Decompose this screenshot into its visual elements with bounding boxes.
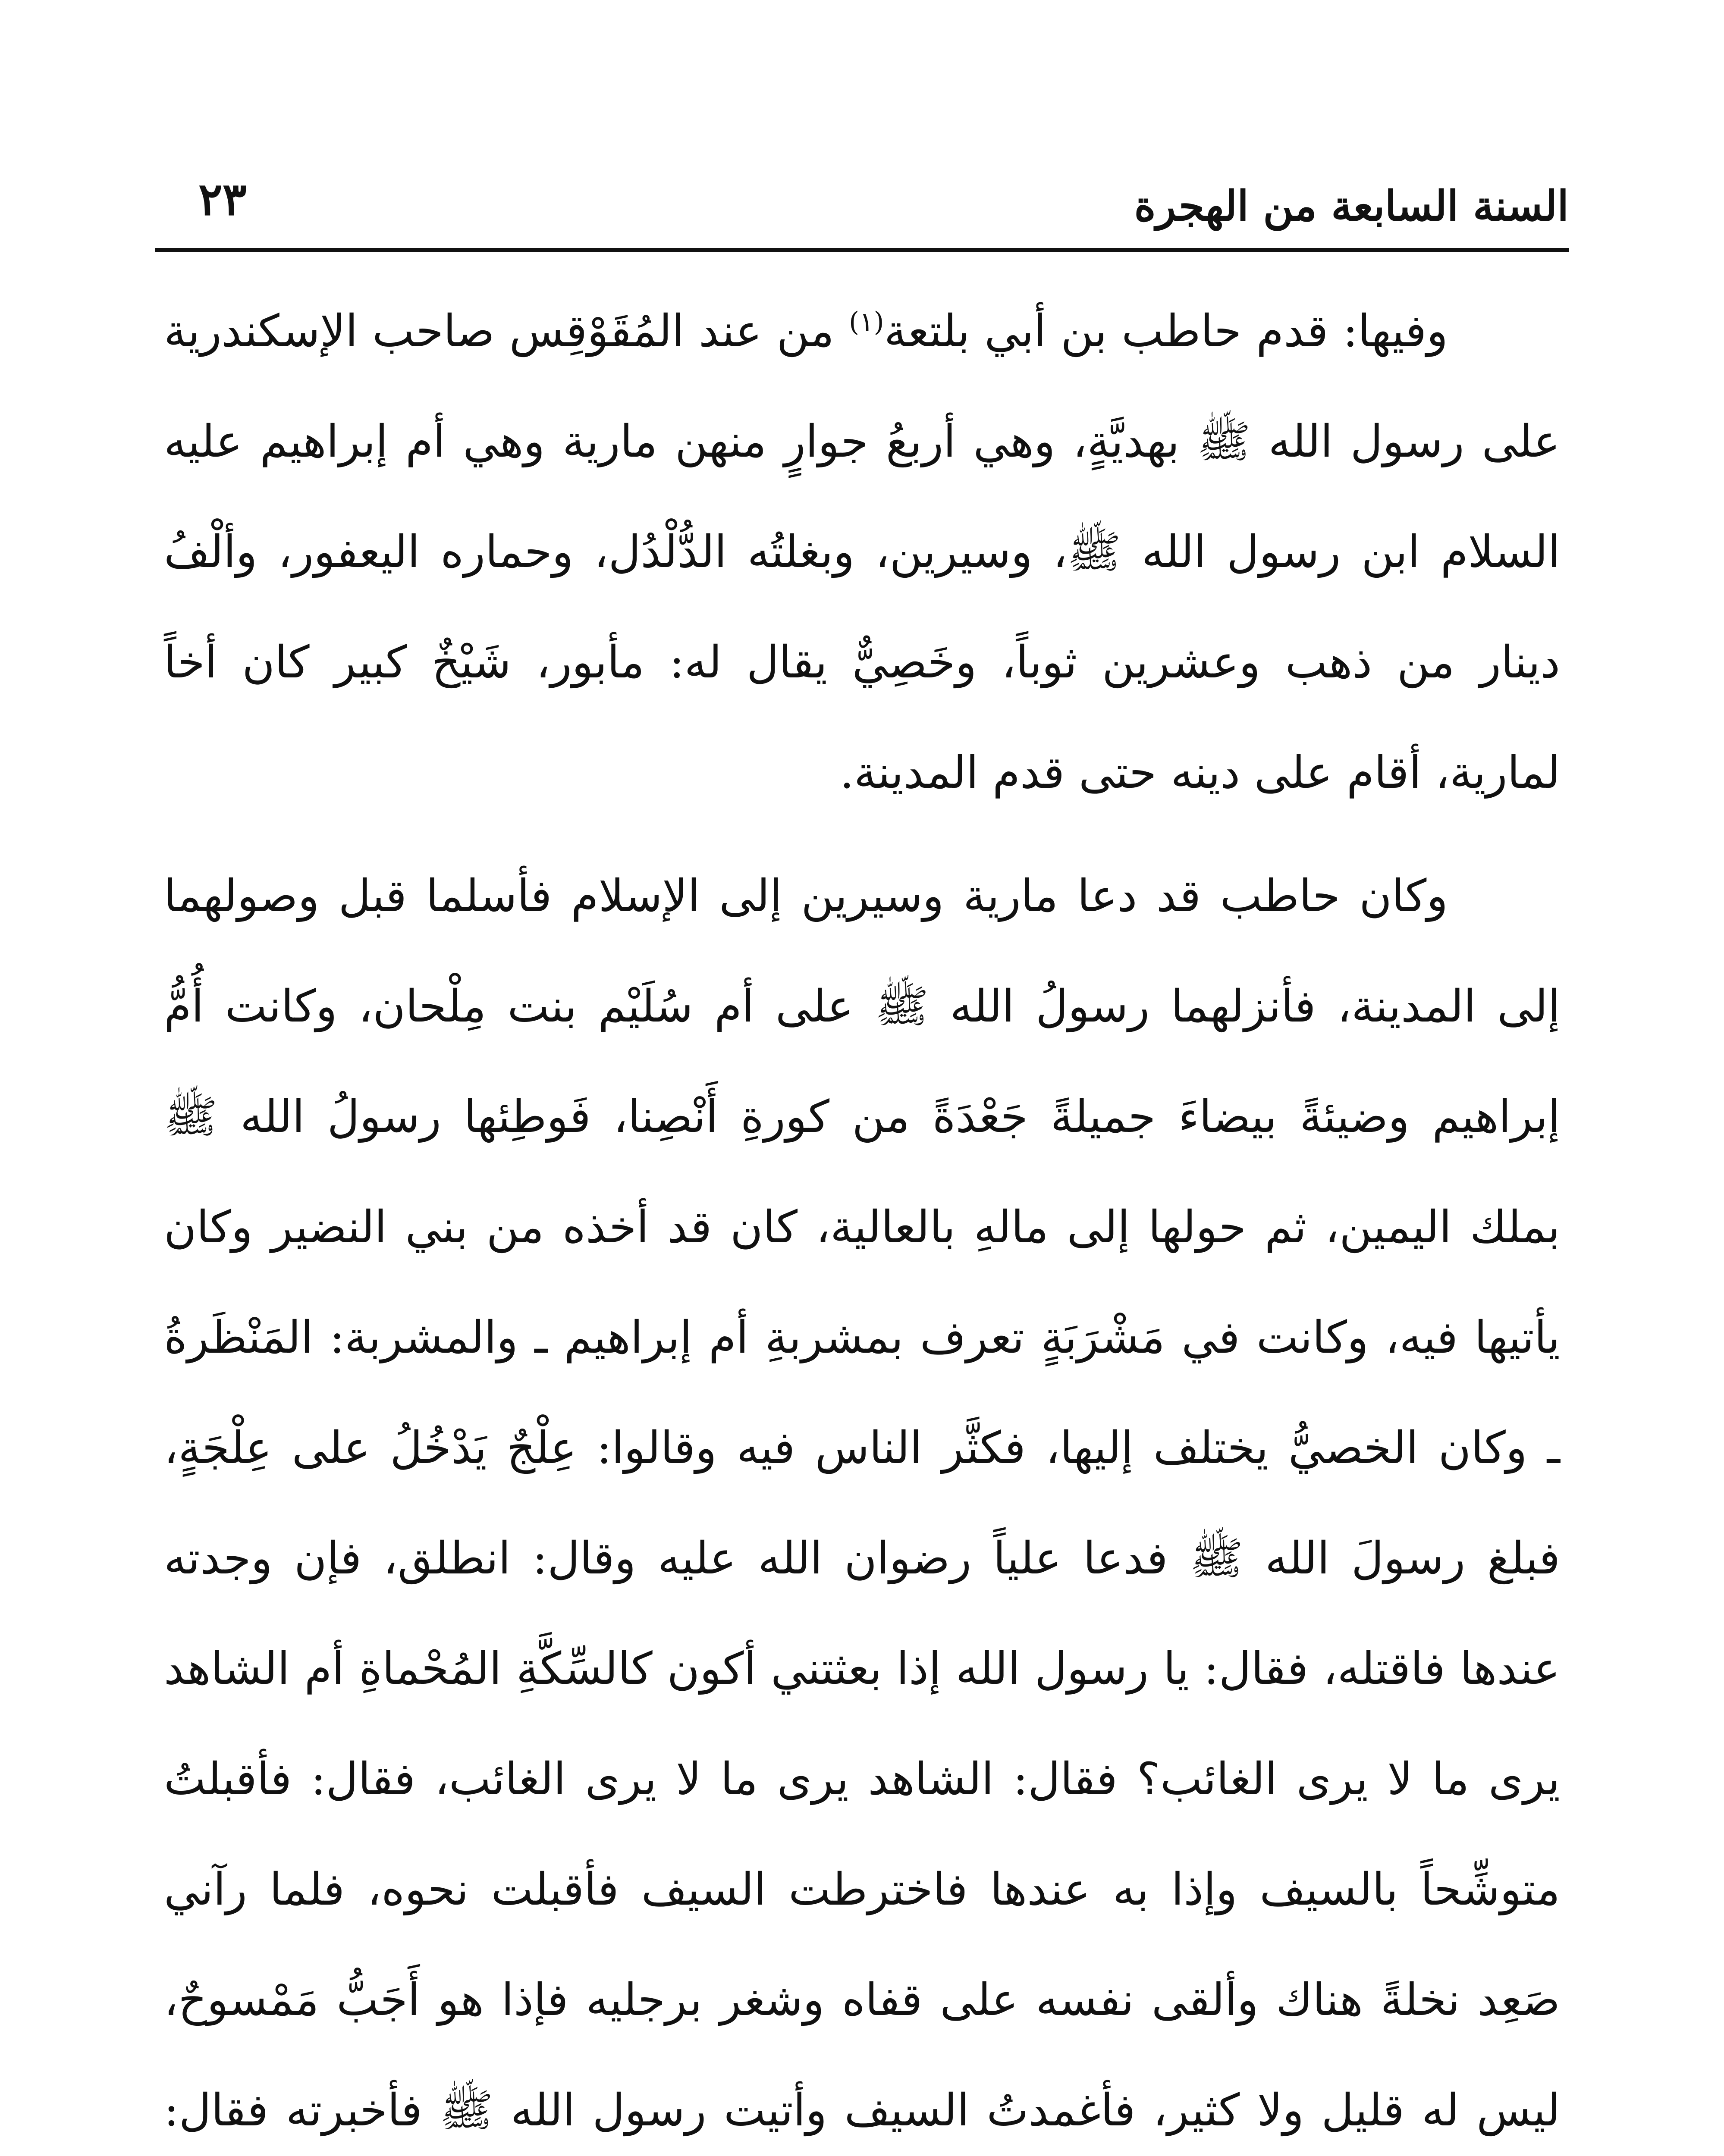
page-number: ٢٣ <box>198 172 247 226</box>
footnote-ref-1[interactable]: (١) <box>849 306 884 338</box>
paragraph-1-rest: من عند المُقَوْقِس صاحب الإسكندرية على رسول الله ﷺ بهديَّةٍ، وهي أربعُ جوارٍ منهن مارية وهي أم إبراهيم عليه السلام ابن رسول الله ﷺ، وسيرين، وبغلتُه الدُّلْدُل، وحماره اليعفور، وألْفُ دينار من ذهب وعشرين ثوباً، وخَصِيٌّ يقال له: مأبور، شَيْخٌ كبير كان أخاً لمارية، أقام على دينه حتى قدم المدينة. <box>164 305 1560 799</box>
running-header <box>155 164 1569 250</box>
paragraph-1-start: وفيها: قدم حاطب بن أبي بلتعة <box>884 305 1448 357</box>
paragraph-1 <box>164 276 1560 828</box>
paragraph-2 <box>164 841 1560 2156</box>
main-text <box>164 276 1560 2156</box>
header-divider <box>155 248 1569 252</box>
chapter-title: السنة السابعة من الهجرة <box>1134 182 1569 230</box>
paragraph-2-text: وكان حاطب قد دعا مارية وسيرين إلى الإسلام فأسلما قبل وصولهما إلى المدينة، فأنزلهما رسولُ الله ﷺ على أم سُلَيْم بنت مِلْحان، وكانت أُمُّ إبراهيم وضيئةً بيضاءَ جميلةً جَعْدَةً من كورةِ أَنْصِنا، فَوطِئها رسولُ الله ﷺ بملك اليمين، ثم حولها إلى مالهِ بالعالية، كان قد أخذه من بني النضير وكان يأتيها فيه، وكانت في مَشْرَبَةٍ تعرف بمشربةِ أم إبراهيم ـ والمشربة: المَنْظَرةُ ـ وكان الخصيُّ يختلف إليها، فكثَّر الناس فيه وقالوا: عِلْجٌ يَدْخُلُ على عِلْجَةٍ، فبلغ رسولَ الله ﷺ فدعا علياً رضوان الله عليه وقال: انطلق، فإن وجدته عندها فاقتله، فقال: يا رسول الله إذا بعثتني أكون كالسِّكَّةِ المُحْماةِ أم الشاهد يرى ما لا يرى الغائب؟ فقال: الشاهد يرى ما لا يرى الغائب، فقال: فأقبلتُ متوشِّحاً بالسيف وإذا به عندها فاخترطت السيف فأقبلت نحوه، فلما رآني صَعِد نخلةً هناك وألقى نفسه على قفاه وشغر برجليه فإذا هو أَجَبُّ مَمْسوحٌ، ليس له قليل ولا كثير، فأغمدتُ السيف وأتيت رسول الله ﷺ فأخبرته فقال: <box>164 870 1560 2136</box>
